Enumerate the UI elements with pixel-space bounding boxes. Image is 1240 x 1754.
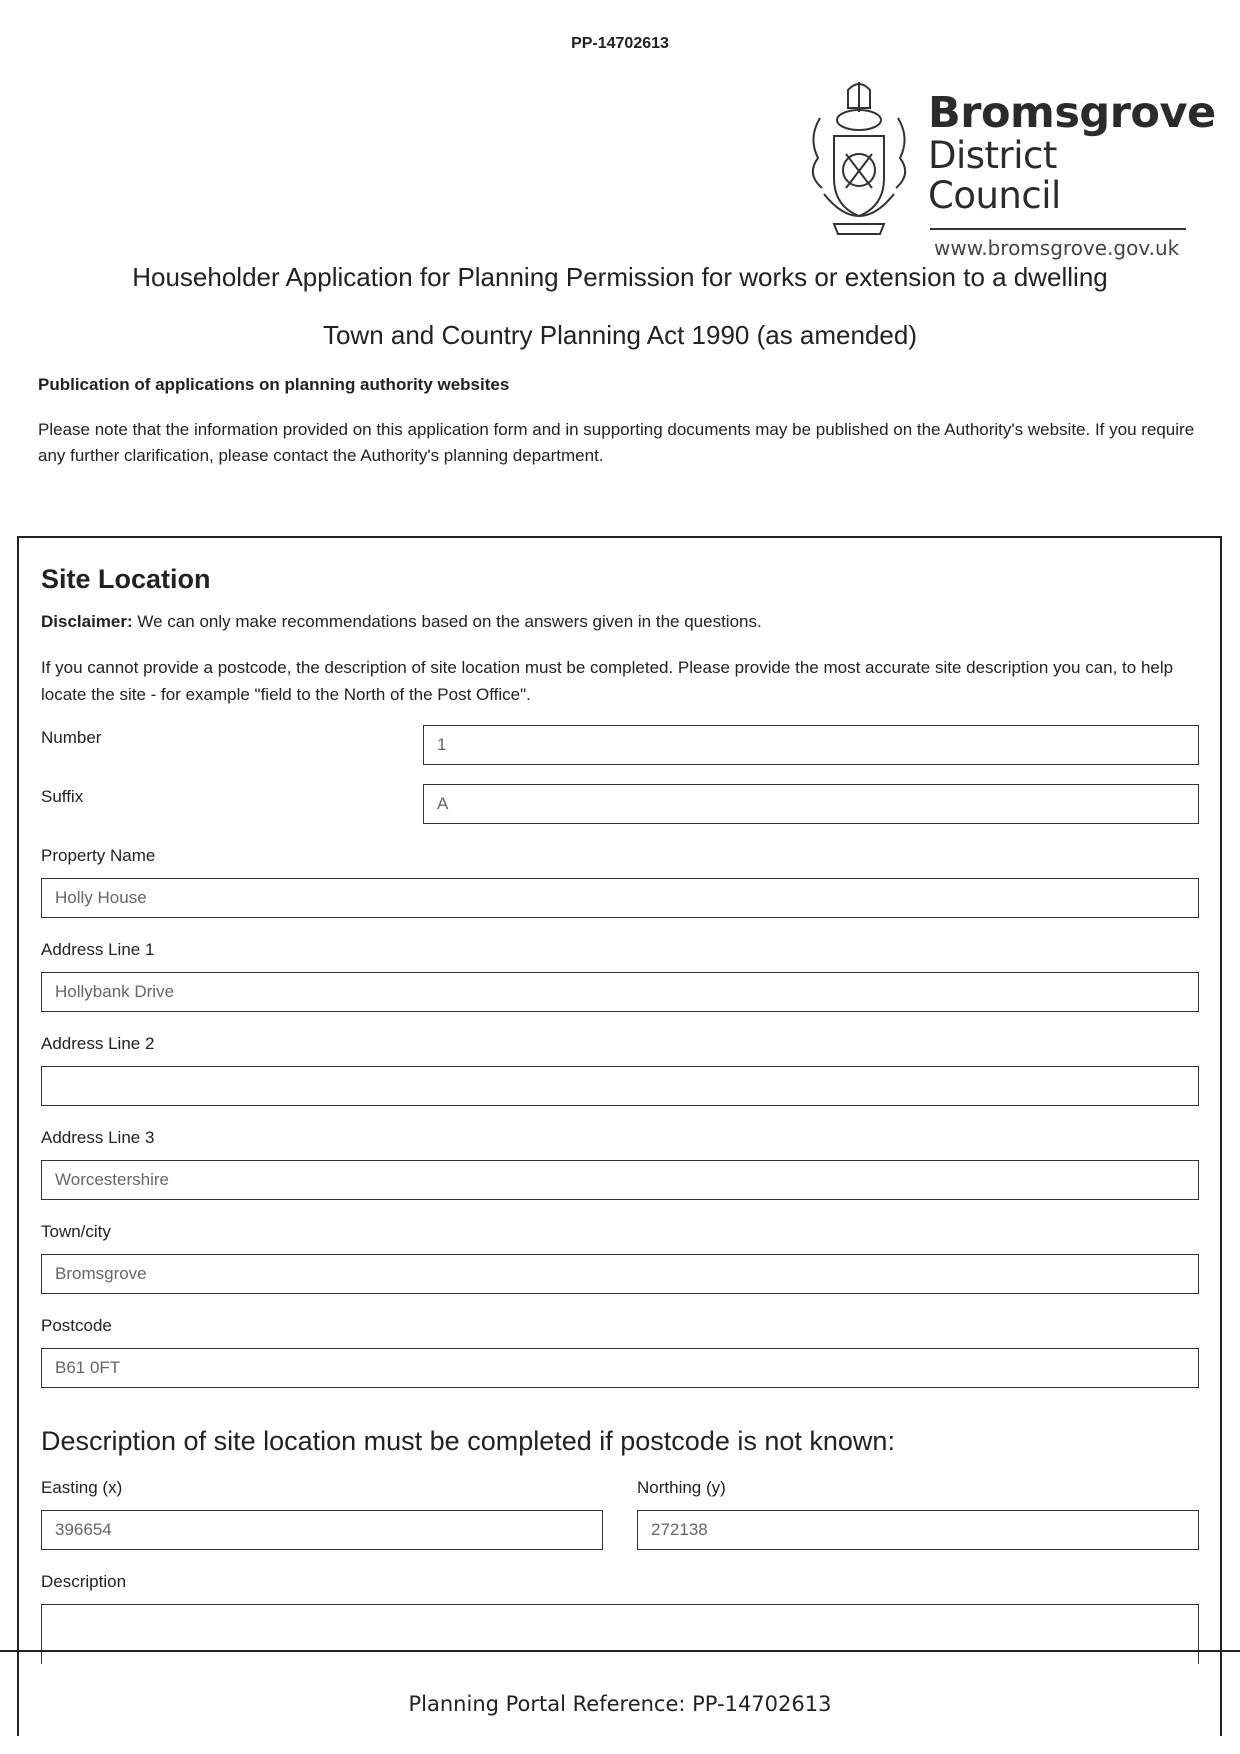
council-url: www.bromsgrove.gov.uk: [934, 236, 1180, 260]
disclaimer: [41, 612, 762, 632]
section-title: Site Location: [41, 564, 211, 594]
form-title: Householder Application for Planning Permission for works or extension to a dwelling: [132, 262, 1108, 292]
suffix-field[interactable]: A: [423, 784, 1199, 824]
description-label: Description: [41, 1572, 127, 1591]
disclaimer-text: We can only make recommendations based on the answers given in the questions.: [132, 612, 762, 631]
address-line-3-field[interactable]: Worcestershire: [41, 1160, 1199, 1200]
number-field[interactable]: 1: [423, 725, 1199, 765]
council-subtitle: District Council: [928, 134, 1061, 217]
easting-label: Easting (x): [41, 1478, 123, 1497]
property-name-field[interactable]: Holly House: [41, 878, 1199, 918]
site-location-panel: [17, 536, 1222, 1736]
northing-field[interactable]: 272138: [637, 1510, 1199, 1550]
town-city-field[interactable]: Bromsgrove: [41, 1254, 1199, 1294]
description-heading: Description of site location must be completed if postcode is not known:: [41, 1426, 895, 1456]
coat-of-arms-icon: [800, 78, 918, 240]
council-logo: [800, 78, 1216, 260]
publication-heading: Publication of applications on planning authority websites: [38, 375, 510, 394]
council-name: Bromsgrove: [928, 88, 1216, 138]
number-label: Number: [41, 728, 102, 747]
address-line-1-field[interactable]: Hollybank Drive: [41, 972, 1199, 1012]
disclaimer-label: Disclaimer:: [41, 612, 133, 631]
description-field[interactable]: [41, 1604, 1199, 1664]
town-city-label: Town/city: [41, 1222, 111, 1241]
footer-reference: Planning Portal Reference: PP-14702613: [408, 1692, 832, 1716]
easting-field[interactable]: 396654: [41, 1510, 603, 1550]
form-act: Town and Country Planning Act 1990 (as amended): [322, 320, 918, 350]
address-line-2-field[interactable]: [41, 1066, 1199, 1106]
property-name-label: Property Name: [41, 846, 156, 865]
address-line-3-label: Address Line 3: [41, 1128, 155, 1147]
postcode-field[interactable]: B61 0FT: [41, 1348, 1199, 1388]
suffix-label: Suffix: [41, 787, 84, 806]
logo-divider: [930, 228, 1186, 230]
reference-number: PP-14702613: [571, 35, 669, 52]
address-line-2-label: Address Line 2: [41, 1034, 155, 1053]
northing-label: Northing (y): [637, 1478, 726, 1497]
footer-divider: [0, 1650, 1240, 1652]
publication-text: Please note that the information provided on this application form and in supporting documents may be published on the Authority's website. If you require any further clarification, please contact the Authority's planning department.: [38, 420, 1195, 465]
address-line-1-label: Address Line 1: [41, 940, 155, 959]
help-text: If you cannot provide a postcode, the description of site location must be completed. Please provide the most accurate site description you can, to help locate the site - for example "field to the North of the Post Office".: [41, 658, 1174, 704]
postcode-label: Postcode: [41, 1316, 112, 1335]
